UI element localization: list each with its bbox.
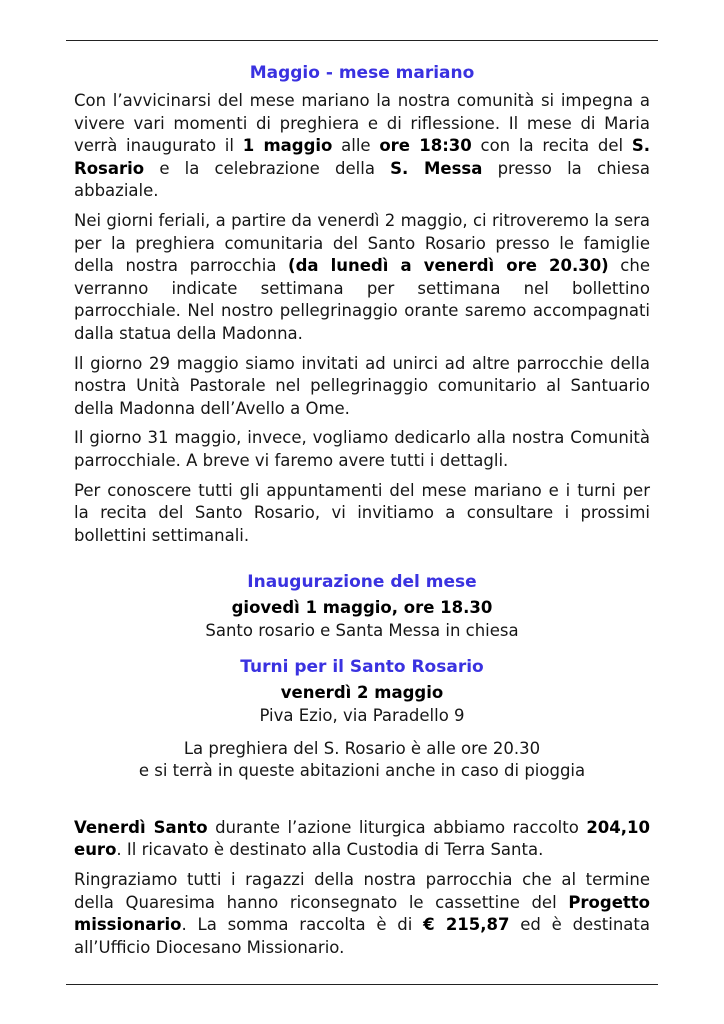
turn-address: Piva Ezio, via Paradello 9	[259, 706, 465, 726]
paragraph-may-31: Il giorno 31 maggio, invece, vogliamo dedicarlo alla nostra Comunità parrocchiale. A breve vi faremo avere tutti i dettagli.	[74, 428, 650, 470]
inauguration-description: Santo rosario e Santa Messa in chiesa	[205, 620, 519, 640]
bottom-divider	[66, 984, 658, 985]
turn-note-time: La preghiera del S. Rosario è alle ore 20.30	[183, 738, 541, 758]
paragraph-missionary-project: Ringraziamo tutti i ragazzi della nostra parrocchia che al termine della Quaresima hanno riconsegnato le cassettine del Progetto missionario. La somma raccolta è di € 215,87 ed è destinata all’Ufficio Diocesano Missionario.	[74, 870, 650, 957]
turn-notes	[74, 738, 650, 783]
bulletin-page	[74, 62, 650, 966]
turn-note-rain: e si terrà in queste abitazioni anche in caso di pioggia	[138, 761, 586, 781]
paragraph-pilgrimage: Il giorno 29 maggio siamo invitati ad unirci ad altre parrocchie della nostra Unità Pastorale nel pellegrinaggio comunitario al Santuario della Madonna dell’Avello a Ome.	[74, 353, 650, 418]
inauguration-date: giovedì 1 maggio, ore 18.30	[231, 598, 493, 618]
paragraph-more-info: Per conoscere tutti gli appuntamenti del mese mariano e i turni per la recita del Santo Rosario, vi invitiamo a consultare i prossimi bollettini settimanali.	[74, 480, 650, 545]
section-title-inauguration: Inaugurazione del mese	[247, 572, 477, 593]
turn-date: venerdì 2 maggio	[280, 683, 444, 703]
section-title-may: Maggio - mese mariano	[249, 63, 475, 83]
top-divider	[66, 40, 658, 41]
section-title-rosary-turns: Turni per il Santo Rosario	[240, 657, 484, 678]
paragraph-good-friday: Venerdì Santo durante l’azione liturgica abbiamo raccolto 204,10 euro. Il ricavato è destinato alla Custodia di Terra Santa.	[74, 817, 650, 860]
paragraph-intro: Con l’avvicinarsi del mese mariano la nostra comunità si impegna a vivere vari momenti di preghiera e di riflessione. Il mese di Maria verrà inaugurato il 1 maggio alle ore 18:30 con la recita del S. Rosario e la celebrazione della S. Messa presso la chiesa abbaziale.	[74, 91, 650, 201]
announcements	[74, 817, 650, 960]
paragraph-weekdays: Nei giorni feriali, a partire da venerdì 2 maggio, ci ritroveremo la sera per la preghiera comunitaria del Santo Rosario presso le famiglie della nostra parrocchia (da lunedì a venerdì ore 20.30) che verranno indicate settimana per settimana nel bollettino parrocchiale. Nel nostro pellegrinaggio orante saremo accompagnati dalla statua della Madonna.	[74, 210, 650, 343]
